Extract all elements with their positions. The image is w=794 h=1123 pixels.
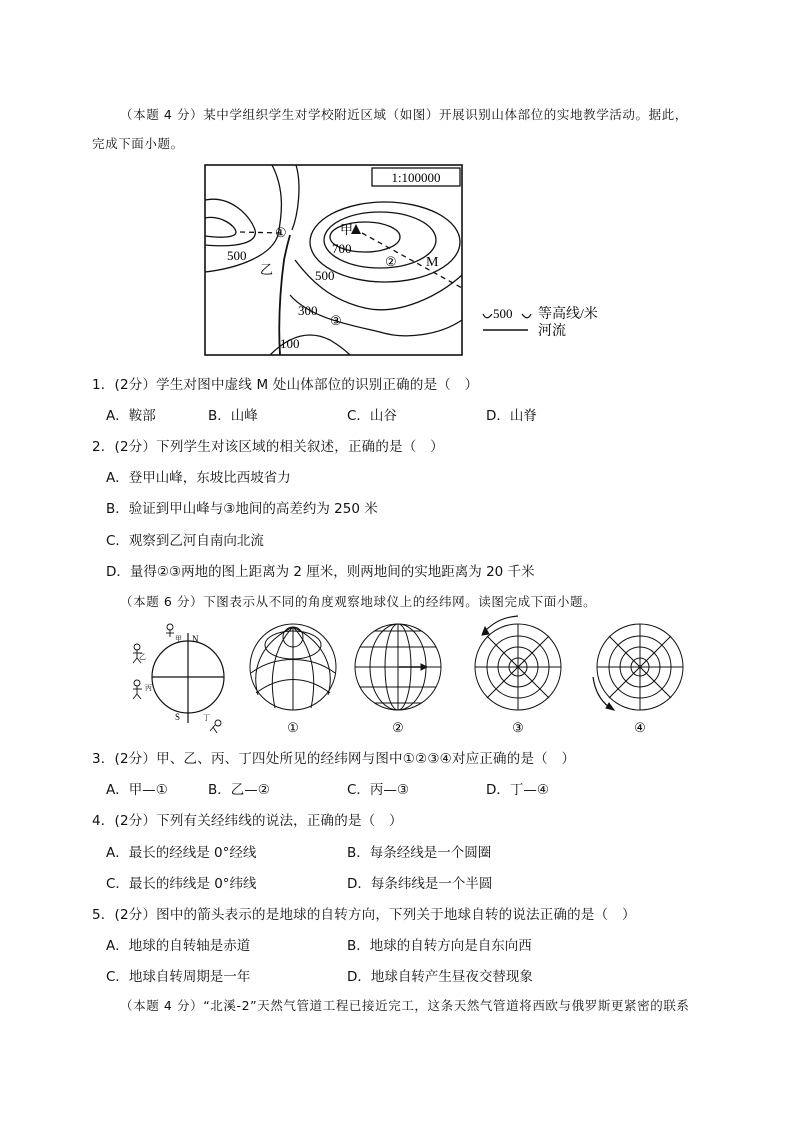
- contour-map: [200, 160, 620, 365]
- label-yi: 乙: [260, 262, 274, 277]
- legend-river-label: 河流: [538, 324, 566, 339]
- globe-2: [355, 624, 441, 710]
- q2-option-b[interactable]: B．验证到甲山峰与③地间的高差约为 250 米: [106, 501, 378, 517]
- label-jia: 甲: [340, 222, 354, 237]
- section1-intro-line2: 完成下面小题。: [92, 136, 184, 151]
- q2-option-c[interactable]: C．观察到乙河自南向北流: [106, 533, 264, 549]
- label-point-3: ③: [330, 313, 342, 328]
- globe-4: [593, 624, 683, 710]
- label-jia: 甲: [175, 635, 182, 643]
- q4-stem: 4．(2分）下列有关经纬线的说法，正确的是（ ）: [92, 813, 403, 829]
- q4-option-b[interactable]: B．每条经线是一个圆圈: [347, 845, 492, 861]
- scale-label: 1:100000: [391, 170, 441, 185]
- label-500-left: 500: [227, 248, 247, 263]
- legend-contour-label: 等高线/米: [538, 307, 598, 322]
- caption-3: ③: [512, 720, 524, 735]
- q5-option-c[interactable]: C．地球自转周期是一年: [106, 969, 251, 985]
- label-100: 100: [280, 336, 300, 351]
- q3-option-c[interactable]: C．丙—③: [347, 782, 410, 798]
- label-point-2: ②: [385, 254, 397, 269]
- section2-intro: （本题 6 分）下图表示从不同的角度观察地球仪上的经纬网。读图完成下面小题。: [120, 594, 597, 609]
- label-bing: 丙: [145, 684, 152, 692]
- q2-stem: 2．(2分）下列学生对该区域的相关叙述，正确的是（ ）: [92, 439, 444, 455]
- q5-stem: 5．(2分）图中的箭头表示的是地球的自转方向，下列关于地球自转的说法正确的是（ ）: [92, 907, 636, 923]
- q1-option-d[interactable]: D．山脊: [486, 408, 537, 424]
- label-500-mid: 500: [315, 268, 335, 283]
- q2-option-d[interactable]: D．量得②③两地的图上距离为 2 厘米，则两地间的实地距离为 20 千米: [106, 564, 535, 580]
- q1-option-b[interactable]: B．山峰: [208, 408, 258, 424]
- contour-line: [205, 217, 236, 237]
- label-ding: 丁: [203, 714, 210, 722]
- label-m: M: [426, 255, 439, 270]
- q1-option-c[interactable]: C．山谷: [347, 408, 397, 424]
- label-yi: 乙: [139, 653, 146, 661]
- q4-option-a[interactable]: A．最长的经线是 0°经线: [106, 845, 257, 861]
- q5-option-d[interactable]: D．地球自转产生昼夜交替现象: [347, 969, 533, 985]
- q5-option-a[interactable]: A．地球的自转轴是赤道: [106, 938, 251, 954]
- caption-4: ④: [634, 720, 646, 735]
- label-n: N: [192, 634, 199, 644]
- q3-option-a[interactable]: A．甲—①: [106, 782, 168, 798]
- q1-stem: 1．(2分）学生对图中虚线 M 处山体部位的识别正确的是（ ）: [92, 377, 479, 393]
- q5-option-b[interactable]: B．地球的自转方向是自东向西: [347, 938, 532, 954]
- globe-1: [250, 624, 336, 710]
- legend-contour-value: 500: [493, 306, 513, 321]
- q3-option-d[interactable]: D．丁—④: [486, 782, 549, 798]
- label-s: S: [175, 712, 181, 722]
- q4-option-d[interactable]: D．每条纬线是一个半圆: [347, 876, 493, 892]
- q3-option-b[interactable]: B．乙—②: [208, 782, 270, 798]
- q2-option-a[interactable]: A．登甲山峰，东坡比西坡省力: [106, 470, 291, 486]
- legend-contour-sample: [522, 314, 531, 318]
- label-point-1: ①: [275, 225, 287, 240]
- observer-panel: [133, 624, 224, 733]
- contour-line: [324, 212, 436, 268]
- globe-3: [475, 616, 561, 710]
- globe-figure: [125, 615, 695, 740]
- caption-1: ①: [287, 720, 299, 735]
- contour-line: [292, 165, 299, 230]
- q3-stem: 3．(2分）甲、乙、丙、丁四处所见的经纬网与图中①②③④对应正确的是（ ）: [92, 751, 576, 767]
- caption-2: ②: [392, 720, 404, 735]
- q4-option-c[interactable]: C．最长的纬线是 0°纬线: [106, 876, 257, 892]
- label-300: 300: [298, 303, 318, 318]
- contour-line: [205, 199, 255, 246]
- legend-contour-sample: [483, 314, 492, 318]
- q1-option-a[interactable]: A．鞍部: [106, 408, 156, 424]
- label-700: 700: [332, 241, 352, 256]
- section3-intro: （本题 4 分）“北溪-2”天然气管道工程已接近完工，这条天然气管道将西欧与俄罗斯更紧密的联系: [120, 998, 690, 1013]
- section1-intro-line1: （本题 4 分）某中学组织学生对学校附近区域（如图）开展识别山体部位的实地教学活动。据此，: [120, 107, 688, 122]
